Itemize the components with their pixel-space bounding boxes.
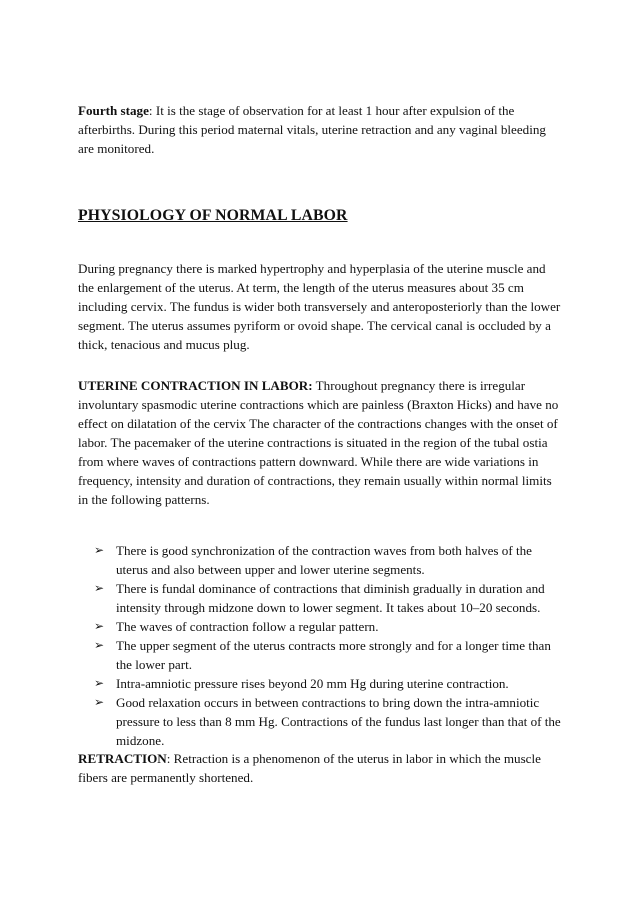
fourth-stage-paragraph [78,101,564,158]
uterine-contraction-paragraph [78,376,564,509]
list-item-text: Intra-amniotic pressure rises beyond 20 mm Hg during uterine contraction. [116,676,509,691]
list-item-text: There is fundal dominance of contractions that diminish gradually in duration and intensity through midzone down to lower segment. It takes about 10–20 seconds. [116,581,545,615]
retraction-label: RETRACTION [78,751,167,766]
section-heading: PHYSIOLOGY OF NORMAL LABOR [78,207,348,224]
list-item [94,693,564,750]
list-item-text: There is good synchronization of the contraction waves from both halves of the uterus and also between upper and lower uterine segments. [116,543,532,577]
arrow-bullet-icon: ➢ [94,581,105,595]
uterine-contraction-text: Throughout pregnancy there is irregular involuntary spasmodic uterine contractions which are painless (Braxton Hicks) and have no effect on dilatation of the cervix The character of the contractions changes with the onset of labor. The pacemaker of the uterine contractions is situated in the region of the tubal ostia from where waves of contractions pattern downward. While there are wide variations in frequency, intensity and duration of contractions, they remain usually within normal limits in the following patterns. [78,378,559,507]
pregnancy-paragraph: During pregnancy there is marked hypertrophy and hyperplasia of the uterine muscle and the enlargement of the uterus. At term, the length of the uterus measures about 35 cm including cervix. The fundus is wider both transversely and anteroposteriorly than the lower segment. The uterus assumes pyriform or ovoid shape. The cervical canal is occluded by a thick, tenacious and mucus plug. [78,261,561,352]
arrow-bullet-icon: ➢ [94,543,105,557]
arrow-bullet-icon: ➢ [94,676,105,690]
uterine-contraction-label: UTERINE CONTRACTION IN LABOR: [78,378,313,393]
arrow-bullet-icon: ➢ [94,619,105,633]
list-item [94,579,564,617]
fourth-stage-label: Fourth stage [78,103,149,118]
list-item [94,617,564,636]
retraction-paragraph [78,749,564,787]
fourth-stage-text: : It is the stage of observation for at least 1 hour after expulsion of the afterbirths. During this period maternal vitals, uterine retraction and any vaginal bleeding are monitored. [78,103,546,156]
arrow-bullet-icon: ➢ [94,695,105,709]
list-item-text: The waves of contraction follow a regular pattern. [116,619,379,634]
list-item [94,636,564,674]
list-item-text: The upper segment of the uterus contracts more strongly and for a longer time than the lower part. [116,638,551,672]
list-item [94,674,564,693]
list-item-text: Good relaxation occurs in between contractions to bring down the intra-amniotic pressure to less than 8 mm Hg. Contractions of the fundus last longer than that of the midzone. [116,695,561,748]
contraction-pattern-list [94,541,564,750]
arrow-bullet-icon: ➢ [94,638,105,652]
retraction-text: : Retraction is a phenomenon of the uterus in labor in which the muscle fibers are permanently shortened. [78,751,541,785]
list-item [94,541,564,579]
